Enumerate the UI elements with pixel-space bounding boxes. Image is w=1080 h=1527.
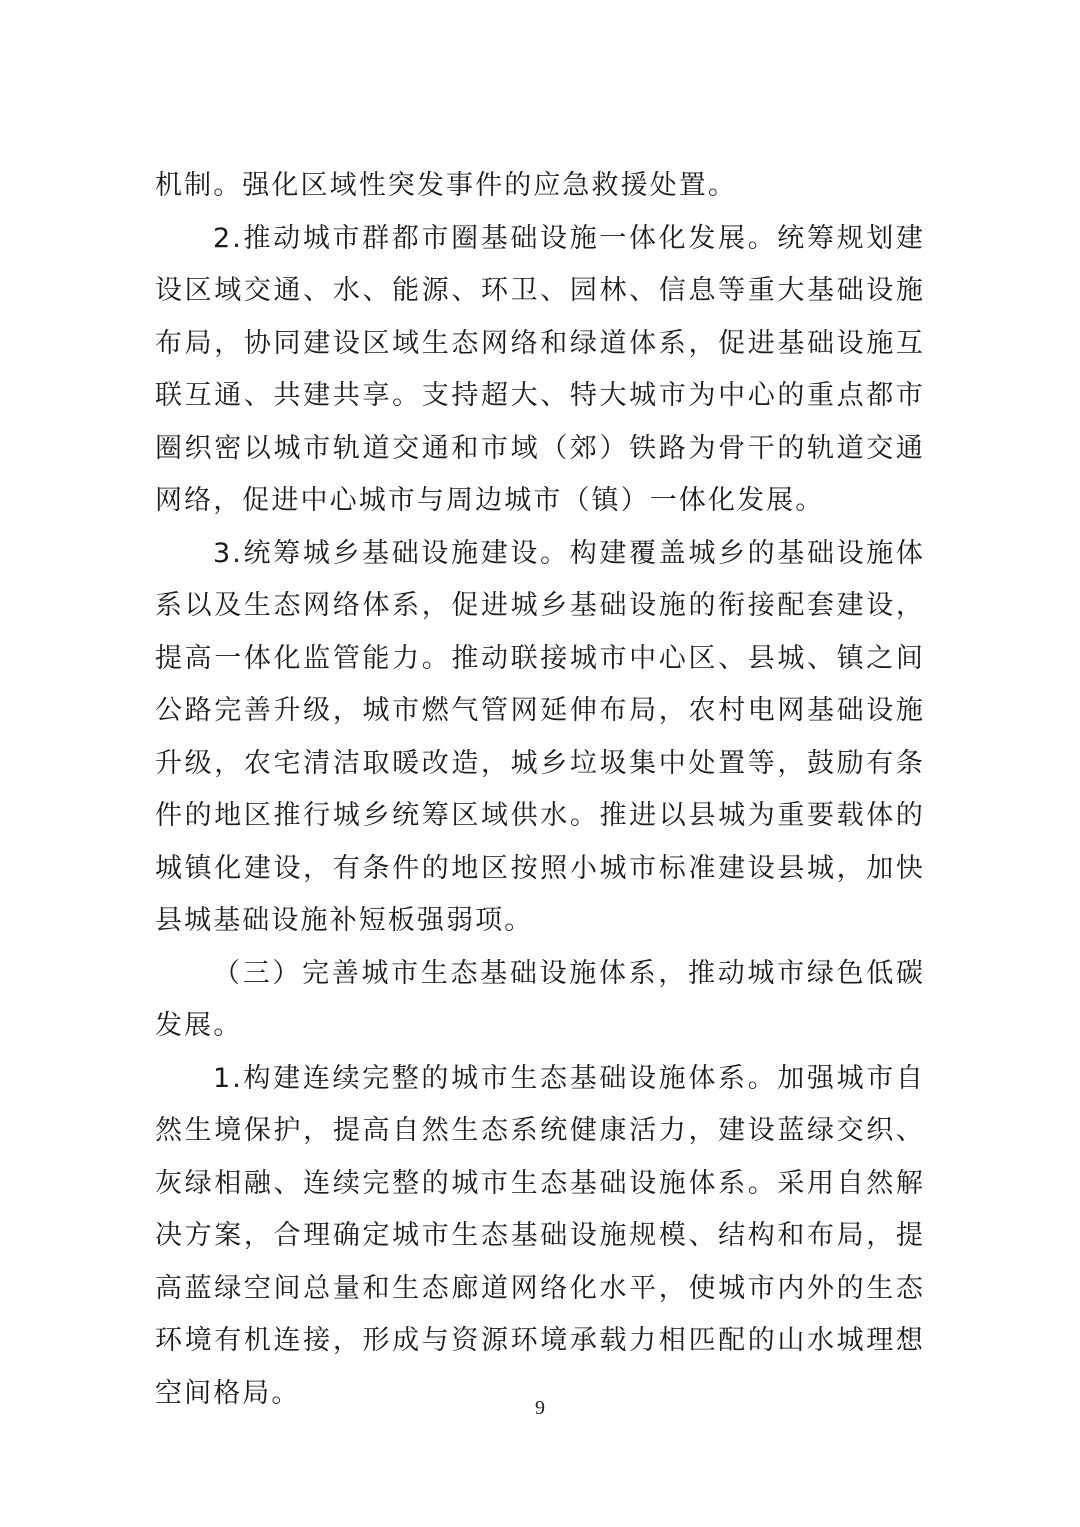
document-body xyxy=(155,160,925,1420)
paragraph-item-2 xyxy=(155,213,925,528)
paragraph-lead: 3.统筹城乡基础设施建设。 xyxy=(213,537,570,569)
paragraph-lead: 2.推动城市群都市圈基础设施一体化发展。 xyxy=(213,222,778,254)
paragraph-text: 构建覆盖城乡的基础设施体系以及生态网络体系，促进城乡基础设施的衔接配套建设，提高一体化监管能力。推动联接城市中心区、县城、镇之间公路完善升级，城市燃气管网延伸布局，农村电网基础设施升级，农宅清洁取暖改造，城乡垃圾集中处置等，鼓励有条件的地区推行城乡统筹区域供水。推进以县城为重要载体的城镇化建设，有条件的地区按照小城市标准建设县城，加快县城基础设施补短板强弱项。 xyxy=(155,537,926,936)
paragraph-text: 加强城市自然生境保护，提高自然生态系统健康活力，建设蓝绿交织、灰绿相融、连续完整的城市生态基础设施体系。采用自然解决方案，合理确定城市生态基础设施规模、结构和布局，提高蓝绿空间总量和生态廊道网络化水平，使城市内外的生态环境有机连接，形成与资源环境承载力相匹配的山水城理想空间格局。 xyxy=(155,1062,925,1409)
paragraph-item-1 xyxy=(155,1053,925,1421)
section-heading-text: （三）完善城市生态基础设施体系，推动城市绿色低碳发展。 xyxy=(155,957,925,1041)
section-heading xyxy=(155,948,925,1053)
paragraph-continuation xyxy=(155,160,925,213)
paragraph-item-3 xyxy=(155,528,925,948)
paragraph-text: 机制。强化区域性突发事件的应急救援处置。 xyxy=(155,170,737,201)
paragraph-lead: 1.构建连续完整的城市生态基础设施体系。 xyxy=(213,1062,778,1094)
page-number: 9 xyxy=(535,1397,545,1419)
paragraph-text: 统筹规划建设区域交通、水、能源、环卫、园林、信息等重大基础设施布局，协同建设区域生态网络和绿道体系，促进基础设施互联互通、共建共享。支持超大、特大城市为中心的重点都市圈织密以城市轨道交通和市域（郊）铁路为骨干的轨道交通网络，促进中心城市与周边城市（镇）一体化发展。 xyxy=(155,222,925,516)
